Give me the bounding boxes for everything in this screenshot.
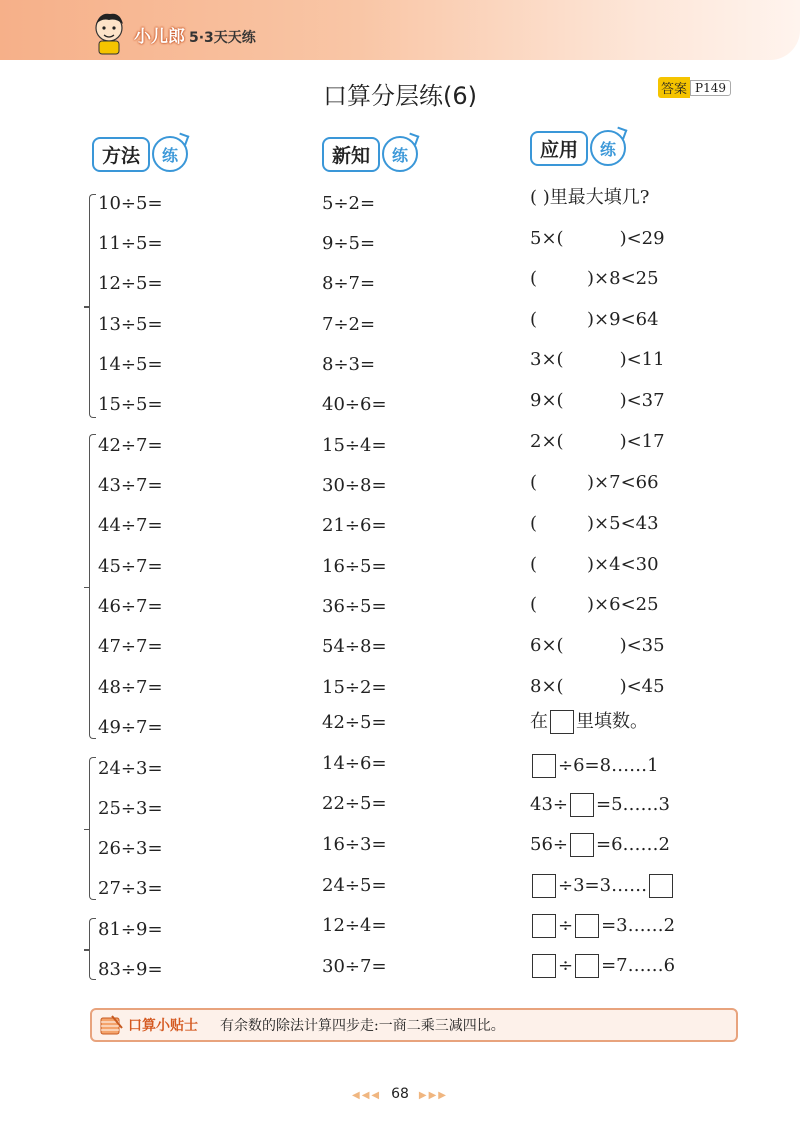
- tip-text: 有余数的除法计算四步走:一商二乘三减四比。: [220, 1018, 505, 1034]
- new-item: 15÷4=: [322, 435, 387, 456]
- method-item: 45÷7=: [98, 556, 163, 577]
- answer-label: 答案: [658, 77, 690, 98]
- method-item: 81÷9=: [98, 919, 163, 940]
- practice-badge-icon: 练: [152, 136, 188, 172]
- practice-badge-icon: 练: [590, 130, 626, 166]
- answer-box[interactable]: [570, 833, 594, 857]
- section-apply-label: 应用: [530, 131, 588, 166]
- apply-box-item: 43÷ =5……3: [530, 794, 670, 815]
- apply-box-item: ÷3=3……: [530, 874, 675, 898]
- brand-name: 小儿郎: [134, 27, 185, 47]
- new-item: 40÷6=: [322, 394, 387, 415]
- group-brace: [89, 194, 96, 418]
- method-item: 47÷7=: [98, 636, 163, 657]
- apply-box-item: ÷ =7……6: [530, 954, 675, 978]
- series-name: 5·3天天练: [189, 30, 256, 46]
- group-brace: [89, 434, 96, 739]
- method-item: 44÷7=: [98, 515, 163, 536]
- apply-item: ( )×7<66: [530, 472, 659, 493]
- group-brace: [89, 757, 96, 900]
- method-item: 27÷3=: [98, 878, 163, 899]
- method-item: 83÷9=: [98, 959, 163, 980]
- new-item: 24÷5=: [322, 875, 387, 896]
- brand-logo: [134, 22, 256, 47]
- page-number: 68: [391, 1086, 409, 1102]
- answer-box[interactable]: [575, 954, 599, 978]
- left-arrows-icon: ◀◀◀: [352, 1090, 382, 1101]
- apply-item: ( )×8<25: [530, 268, 659, 289]
- answer-box[interactable]: [532, 874, 556, 898]
- answer-box[interactable]: [532, 914, 556, 938]
- method-item: 13÷5=: [98, 314, 163, 335]
- new-item: 8÷3=: [322, 354, 376, 375]
- apply-item: ( )×6<25: [530, 594, 659, 615]
- new-item: 12÷4=: [322, 915, 387, 936]
- method-item: 11÷5=: [98, 233, 163, 254]
- apply-item: 3×( )<11: [530, 349, 665, 370]
- new-item: 36÷5=: [322, 596, 387, 617]
- apply-item: 2×( )<17: [530, 431, 665, 452]
- new-item: 21÷6=: [322, 515, 387, 536]
- method-item: 26÷3=: [98, 838, 163, 859]
- tip-label: 口算小贴士: [128, 1018, 198, 1034]
- new-item: 42÷5=: [322, 712, 387, 733]
- new-item: 5÷2=: [322, 193, 376, 214]
- page-title: 口算分层练(6): [323, 82, 477, 110]
- new-item: 54÷8=: [322, 636, 387, 657]
- group-brace: [89, 918, 96, 980]
- method-item: 15÷5=: [98, 394, 163, 415]
- apply-box-item: ÷6=8……1: [530, 754, 659, 778]
- answer-box[interactable]: [532, 954, 556, 978]
- apply-item: ( )×5<43: [530, 513, 659, 534]
- apply-item: ( )×4<30: [530, 554, 659, 575]
- method-item: 25÷3=: [98, 798, 163, 819]
- apply-item: 5×( )<29: [530, 228, 665, 249]
- section-method-label: 方法: [92, 137, 150, 172]
- section-method-header: [92, 136, 188, 172]
- section-new-label: 新知: [322, 137, 380, 172]
- apply-box-item: 56÷ =6……2: [530, 834, 670, 855]
- apply-item: 6×( )<35: [530, 635, 665, 656]
- right-arrows-icon: ▶▶▶: [418, 1090, 448, 1101]
- apply-item: 8×( )<45: [530, 676, 665, 697]
- new-item: 7÷2=: [322, 314, 376, 335]
- new-item: 30÷7=: [322, 956, 387, 977]
- section-apply-header: [530, 130, 626, 166]
- section-new-header: [322, 136, 418, 172]
- new-item: 15÷2=: [322, 677, 387, 698]
- method-item: 12÷5=: [98, 273, 163, 294]
- apply-prompt-2: 在 里填数。: [530, 711, 648, 732]
- new-item: 14÷6=: [322, 753, 387, 774]
- answer-box[interactable]: [570, 793, 594, 817]
- method-item: 46÷7=: [98, 596, 163, 617]
- practice-badge-icon: 练: [382, 136, 418, 172]
- apply-item: 9×( )<37: [530, 390, 665, 411]
- new-item: 9÷5=: [322, 233, 376, 254]
- answer-box[interactable]: [575, 914, 599, 938]
- method-item: 43÷7=: [98, 475, 163, 496]
- method-item: 48÷7=: [98, 677, 163, 698]
- method-item: 10÷5=: [98, 193, 163, 214]
- method-item: 49÷7=: [98, 717, 163, 738]
- new-item: 22÷5=: [322, 793, 387, 814]
- answer-box-icon: [550, 710, 574, 734]
- new-item: 30÷8=: [322, 475, 387, 496]
- apply-box-item: ÷ =3……2: [530, 914, 675, 938]
- method-item: 14÷5=: [98, 354, 163, 375]
- new-item: 16÷5=: [322, 556, 387, 577]
- page-footer: [0, 1086, 800, 1102]
- method-item: 42÷7=: [98, 435, 163, 456]
- answer-reference: [658, 77, 731, 98]
- answer-page: P149: [690, 80, 731, 96]
- method-item: 24÷3=: [98, 758, 163, 779]
- notebook-icon: [98, 1014, 124, 1036]
- new-item: 16÷3=: [322, 834, 387, 855]
- apply-item: ( )×9<64: [530, 309, 659, 330]
- answer-box[interactable]: [532, 754, 556, 778]
- mascot-icon: [88, 10, 130, 56]
- answer-box[interactable]: [649, 874, 673, 898]
- new-item: 8÷7=: [322, 273, 376, 294]
- tip-bar: [90, 1008, 738, 1042]
- apply-prompt-1: ( )里最大填几?: [530, 187, 650, 208]
